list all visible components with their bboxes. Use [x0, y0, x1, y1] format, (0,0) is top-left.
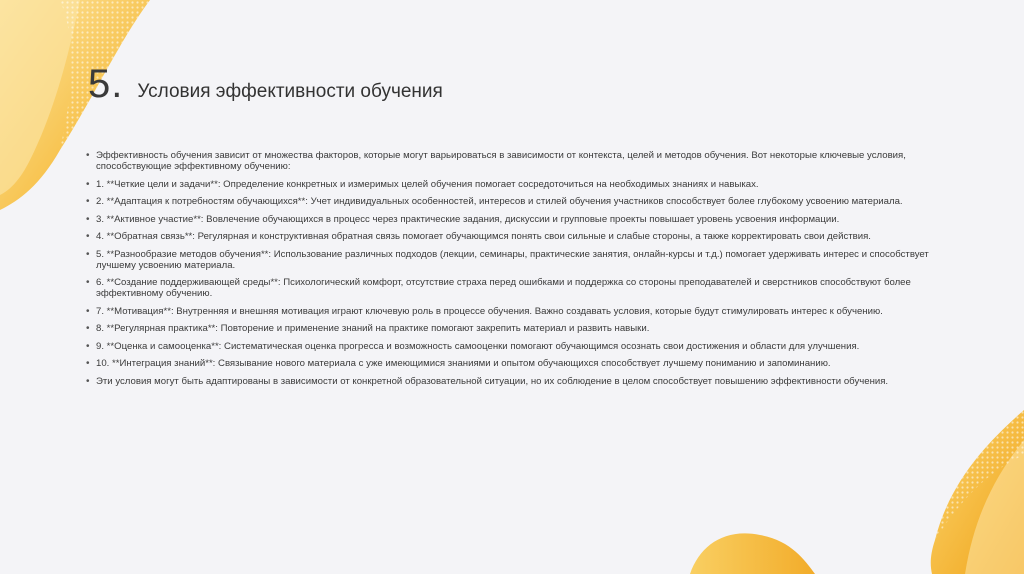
list-item: • 2. **Адаптация к потребностям обучающихся**: Учет индивидуальных особенностей, интересов и стилей обучения участников способствует более глубокому усвоению материала. — [86, 196, 946, 207]
list-item: • 3. **Активное участие**: Вовлечение обучающихся в процесс через практические задания, дискуссии и групповые проекты повышает уровень усвоения информации. — [86, 214, 946, 225]
slide-number: 5. — [88, 62, 124, 106]
bullet-list — [86, 150, 946, 387]
list-item: • 1. **Четкие цели и задачи**: Определение конкретных и измеримых целей обучения помогает сосредоточиться на необходимых знаниях и навыках. — [86, 179, 946, 190]
list-item: • 6. **Создание поддерживающей среды**: Психологический комфорт, отсутствие страха перед ошибками и поддержка со стороны преподавателей и сверстников способствуют более эффективному обучению. — [86, 277, 946, 299]
slide-content — [86, 150, 946, 393]
list-item: • 10. **Интеграция знаний**: Связывание нового материала с уже имеющимися знаниями и опытом обучающихся способствует лучшему пониманию и запоминанию. — [86, 358, 946, 369]
list-item: • Эти условия могут быть адаптированы в зависимости от конкретной образовательной ситуации, но их соблюдение в целом способствует повышению эффективности обучения. — [86, 376, 946, 387]
list-item: • 8. **Регулярная практика**: Повторение и применение знаний на практике помогают закрепить материал и развить навыки. — [86, 323, 946, 334]
slide-heading: Условия эффективности обучения — [137, 81, 443, 102]
list-item: • 9. **Оценка и самооценка**: Систематическая оценка прогресса и возможность самооценки помогают обучающимся осознать свои достижения и области для улучшения. — [86, 341, 946, 352]
list-item: • Эффективность обучения зависит от множества факторов, которые могут варьироваться в зависимости от контекста, целей и методов обучения. Вот некоторые ключевые условия, способствующие эффективному обучению: — [86, 150, 946, 172]
list-item: • 4. **Обратная связь**: Регулярная и конструктивная обратная связь помогает обучающимся понять свои сильные и слабые стороны, а также корректировать свои действия. — [86, 231, 946, 242]
slide-title — [88, 62, 443, 107]
bottom-left-wave — [690, 533, 815, 574]
list-item: • 5. **Разнообразие методов обучения**: Использование различных подходов (лекции, семинары, практические занятия, онлайн-курсы и т.д.) помогает удерживать интерес и способствует лучшему усвоению материала. — [86, 249, 946, 271]
list-item: • 7. **Мотивация**: Внутренняя и внешняя мотивация играют ключевую роль в процессе обучения. Важно создавать условия, которые будут стимулировать интерес к обучению. — [86, 306, 946, 317]
